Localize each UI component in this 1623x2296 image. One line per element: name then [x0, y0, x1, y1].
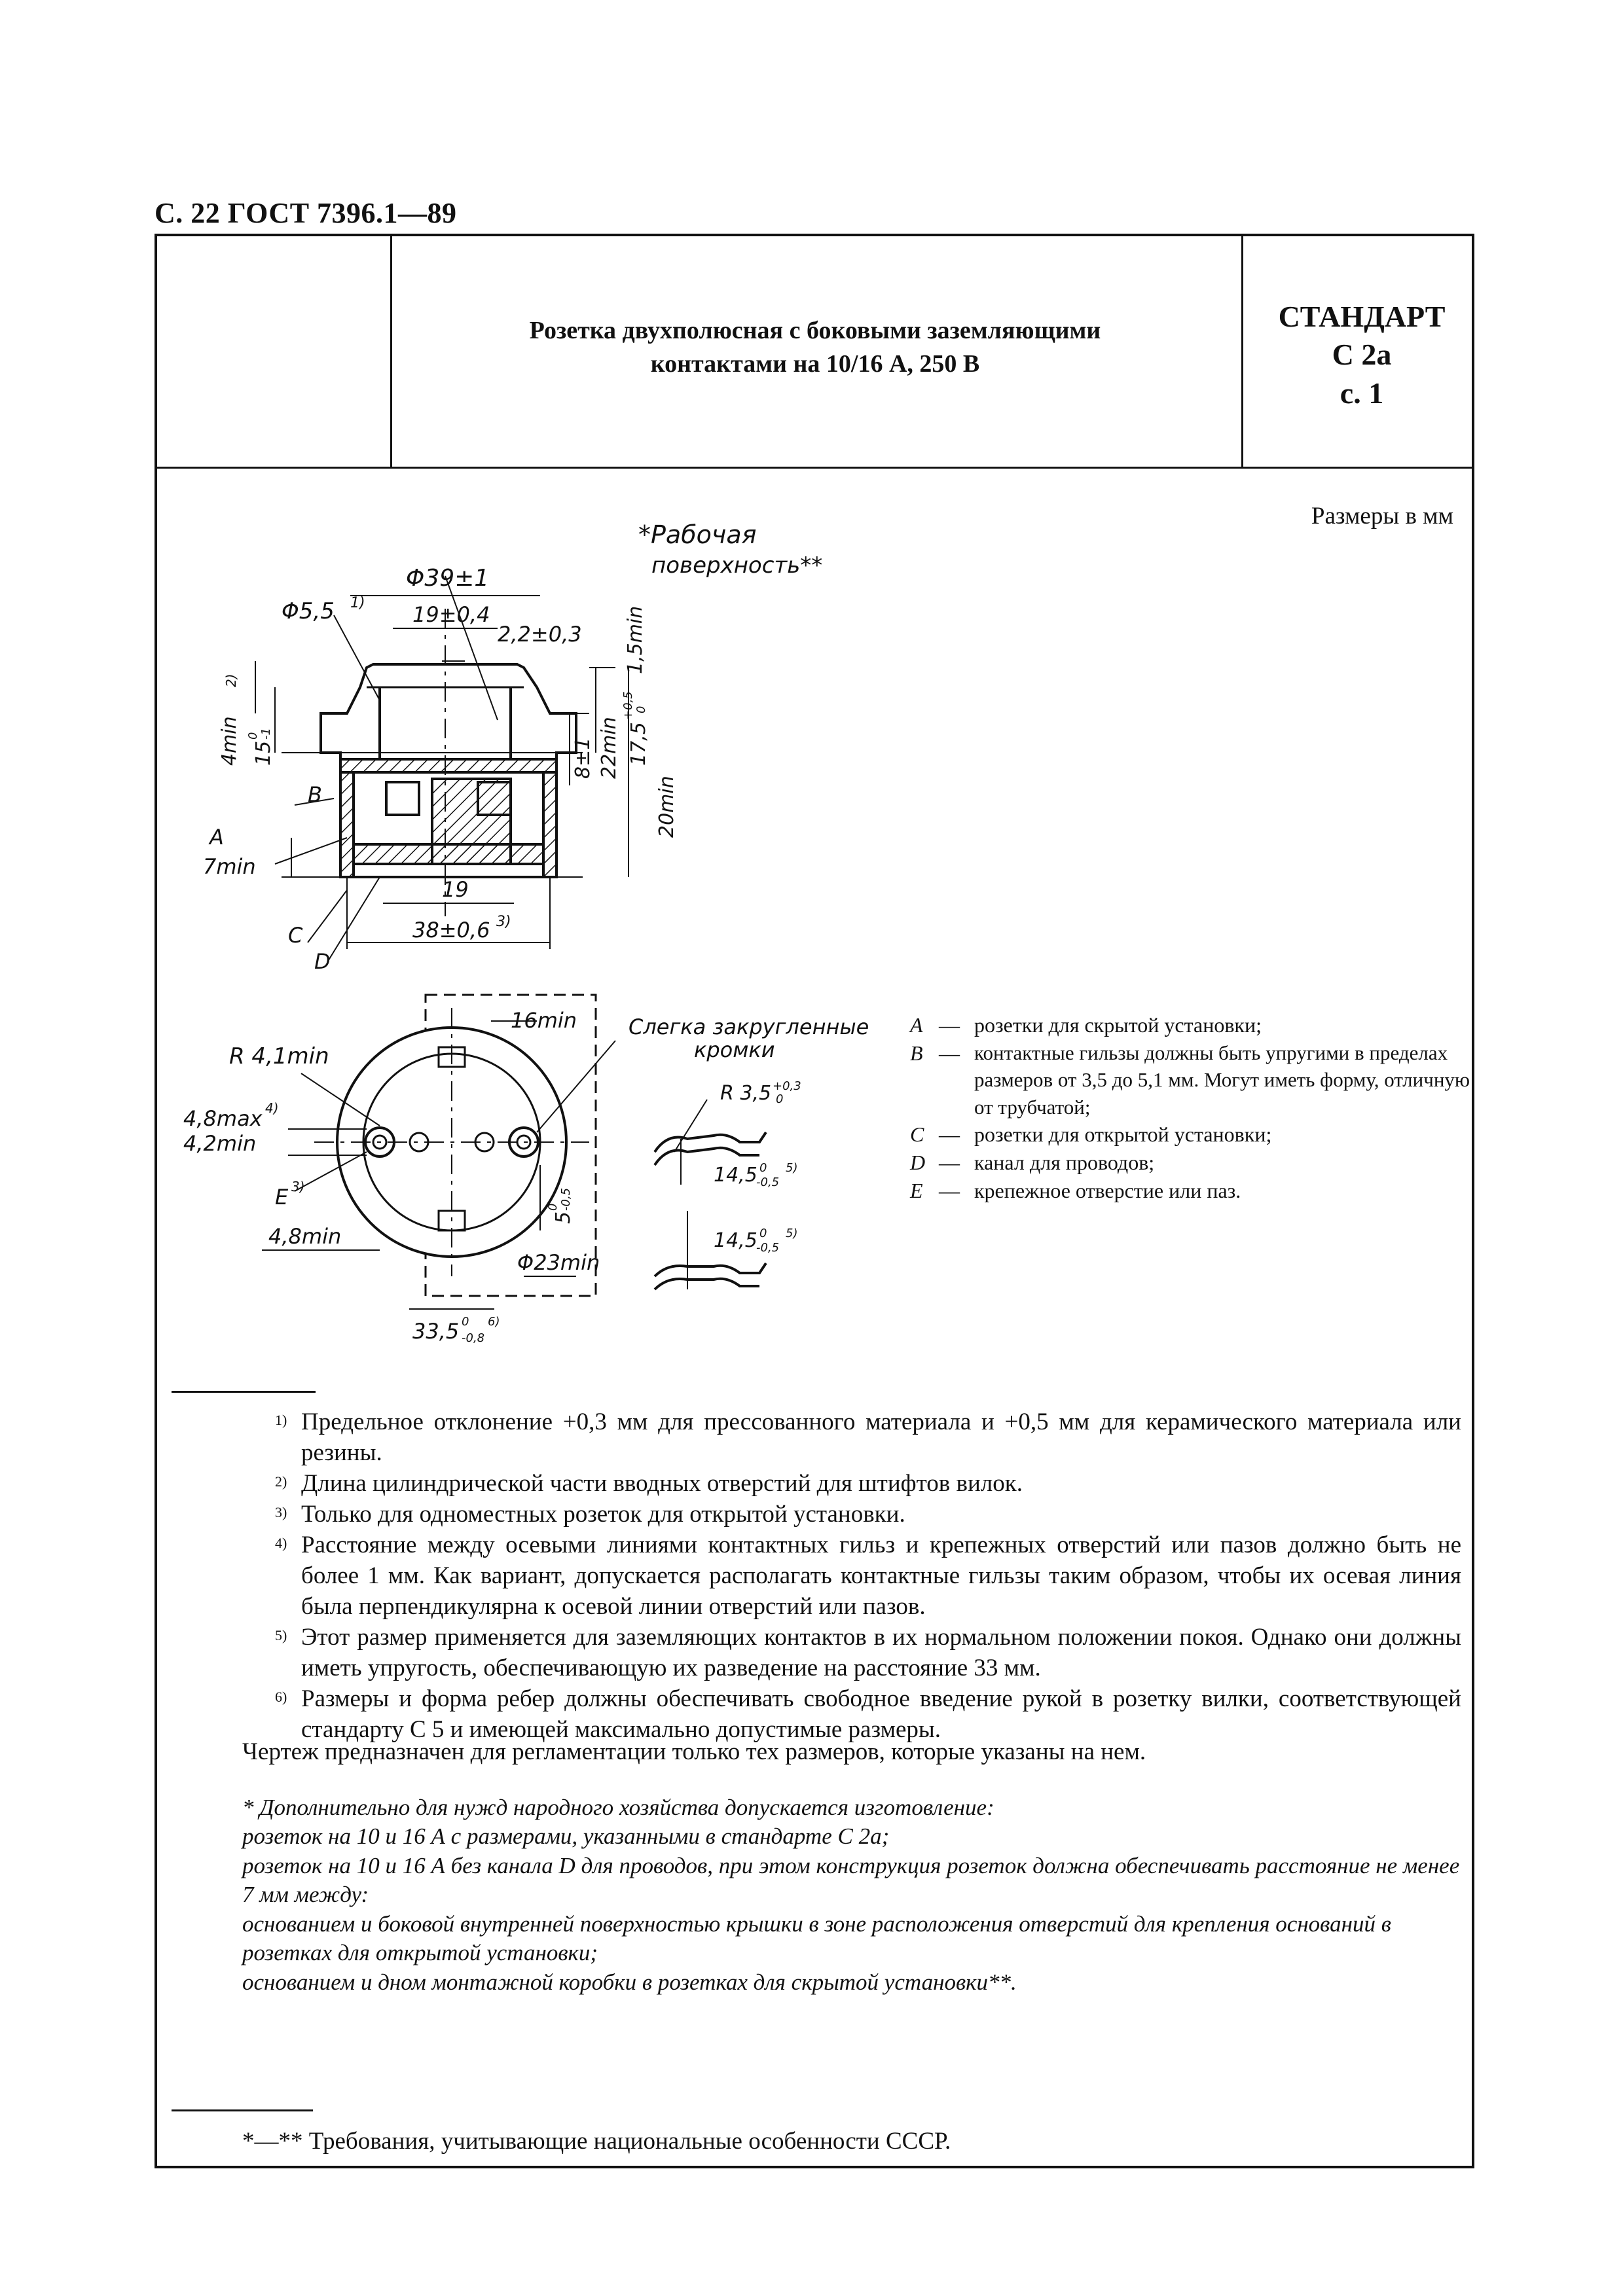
- label-d: D: [314, 949, 331, 974]
- dim-d5: 5: [552, 1211, 575, 1224]
- legend-key: C: [910, 1122, 924, 1147]
- dim-d14-5a: 14,5: [714, 1164, 757, 1187]
- legend-item: D — канал для проводов;: [910, 1149, 1473, 1177]
- legend-item: B — контактные гильзы должны быть упругими в пределах размеров от 3,5 до 5,1 мм. Могут иметь форму, отличную от трубчатой;: [910, 1039, 1473, 1121]
- footer-rule: [172, 2109, 313, 2111]
- legend-key: A: [910, 1013, 923, 1037]
- dim-d14-5a-ref: 5): [786, 1161, 798, 1175]
- dim-4-2min: 4,2min: [183, 1131, 257, 1156]
- footnote-mark: 4): [275, 1534, 287, 1551]
- footnote: [275, 1684, 1461, 1746]
- dim-d19: 19±0,4: [412, 602, 490, 627]
- footnote-text: Этот размер применяется для заземляющих контактов в их нормальном положении покоя. Однако они должны иметь упругость, обеспечивающую их разведение на расстояние 33 мм.: [301, 1623, 1461, 1681]
- footnote: [275, 1530, 1461, 1623]
- dim-d5-tol-dn: -0,5: [559, 1187, 573, 1211]
- dim-d17-5: 17,5: [627, 722, 650, 766]
- dim-4-8max-ref: 4): [265, 1100, 279, 1116]
- dim-d17-5-tol-up: +0,5: [621, 691, 635, 720]
- dim-d14-5b-tol-dn: -0,5: [756, 1241, 780, 1255]
- footnote-mark: 3): [275, 1503, 287, 1520]
- footnote: [275, 1499, 1461, 1530]
- standard-id-box: [1250, 298, 1473, 412]
- dim-1-5min: 1,5min: [624, 605, 647, 674]
- dim-d33-5-tol-dn: -0,8: [462, 1331, 485, 1345]
- dim-r3-5-tol-up: +0,3: [773, 1079, 801, 1093]
- dim-d33-5: 33,5: [412, 1319, 460, 1344]
- dim-20min: 20min: [655, 776, 678, 838]
- standard-sheet: с. 1: [1340, 376, 1384, 410]
- dim-4min: 4min: [218, 716, 241, 766]
- ground-contact-detail: [655, 1132, 766, 1289]
- dim-d38-ref: 3): [496, 914, 511, 930]
- dim-7min: 7min: [203, 854, 256, 879]
- dim-d38: 38±0,6: [412, 918, 490, 942]
- label-e-ref: 3): [291, 1179, 305, 1194]
- dim-d23: Φ23min: [517, 1250, 600, 1275]
- supplement-line: основанием и боковой внутренней поверхностью крышки в зоне расположения отверстий для крепления оснований в розетках для открытой установки;: [242, 1910, 1391, 1966]
- dim-16min: 16min: [511, 1008, 577, 1033]
- legend-text: канал для проводов;: [974, 1151, 1155, 1175]
- dim-d15-tol-up: 0: [246, 732, 260, 740]
- dim-4-8min: 4,8min: [268, 1224, 342, 1249]
- supplement-line: * Дополнительно для нужд народного хозяйства допускается изготовление:: [242, 1795, 994, 1820]
- dim-d2-2: 2,2±0,3: [498, 622, 582, 647]
- dim-d19b: 19: [442, 877, 469, 902]
- dim-d17-5-tol-dn: 0: [634, 706, 648, 713]
- legend-text: розетки для открытой установки;: [974, 1122, 1272, 1147]
- working-surface-label-2: поверхность**: [651, 552, 823, 579]
- dim-d14-5a-tol-dn: -0,5: [756, 1175, 780, 1189]
- legend-item: E — крепежное отверстие или паз.: [910, 1177, 1473, 1205]
- legend-item: A — розетки для скрытой установки;: [910, 1011, 1473, 1039]
- dim-d33-5-tol-up: 0: [462, 1315, 469, 1329]
- footnote-text: Длина цилиндрической части вводных отверстий для штифтов вилок.: [301, 1469, 1023, 1497]
- footnote-text: Предельное отклонение +0,3 мм для прессованного материала и +0,5 мм для керамического материала или резины.: [301, 1408, 1461, 1466]
- page-header: С. 22 ГОСТ 7396.1—89: [155, 197, 457, 229]
- dim-d14-5b-ref: 5): [786, 1227, 798, 1240]
- footnote-mark: 6): [275, 1688, 287, 1705]
- contact-dimension-lines: [674, 1100, 707, 1289]
- header-divider-left: [390, 236, 392, 469]
- dim-4min-ref: 2): [223, 673, 239, 687]
- dim-d15-tol-dn: -1: [259, 728, 273, 740]
- header-bottom-rule: [157, 467, 1472, 469]
- supplement-line: основанием и дном монтажной коробки в розетках для скрытой установки**.: [242, 1969, 1017, 1995]
- standard-label: СТАНДАРТ: [1278, 300, 1446, 333]
- dim-d14-5a-tol-up: 0: [759, 1161, 767, 1175]
- dim-d14-5b: 14,5: [714, 1229, 757, 1252]
- footnote-rule: [172, 1391, 316, 1393]
- supplement-note: [172, 1793, 1460, 1997]
- footer-note: *—** Требования, учитывающие национальные особенности СССР.: [242, 2128, 951, 2155]
- title-line-2: контактами на 10/16 А, 250 В: [650, 350, 980, 378]
- rounded-edges-label-2: кромки: [694, 1037, 775, 1062]
- dim-d33-5-ref: 6): [488, 1315, 500, 1329]
- socket-drawing: [183, 524, 884, 1348]
- footnote-text: Только для одноместных розеток для открытой установки.: [301, 1500, 905, 1528]
- footnote: [275, 1623, 1461, 1684]
- legend-key: E: [910, 1179, 923, 1203]
- footnote-mark: 2): [275, 1473, 287, 1490]
- dim-d39: Φ39±1: [406, 565, 490, 592]
- legend-text: контактные гильзы должны быть упругими в пределах размеров от 3,5 до 5,1 мм. Могут иметь форму, отличную от трубчатой;: [974, 1041, 1470, 1119]
- header-divider-right: [1241, 236, 1243, 469]
- sizes-note: Размеры в мм: [1311, 503, 1453, 529]
- standard-code: С 2а: [1332, 338, 1392, 372]
- dim-d5-5-ref: 1): [350, 595, 365, 611]
- dim-d5-5: Φ5,5: [282, 598, 335, 624]
- title-line-1: Розетка двухполюсная с боковыми заземляющими: [529, 317, 1101, 344]
- dim-d5-tol-up: 0: [546, 1203, 560, 1211]
- supplement-line: розеток на 10 и 16 А без канала D для проводов, при этом конструкция розеток должна обеспечивать расстояние не менее 7 мм между:: [242, 1852, 1460, 1908]
- footnotes: [275, 1407, 1461, 1746]
- label-e: E: [275, 1185, 289, 1210]
- legend-text: розетки для скрытой установки;: [974, 1013, 1262, 1037]
- label-b: B: [308, 782, 322, 807]
- legend-text: крепежное отверстие или паз.: [974, 1179, 1241, 1203]
- footnote-text: Размеры и форма ребер должны обеспечивать свободное введение рукой в розетку вилки, соответствующей стандарту С 5 и имеющей максимально допустимые размеры.: [301, 1685, 1461, 1743]
- footnote-text: Расстояние между осевыми линиями контактных гильз и крепежных отверстий или пазов должно быть не более 1 мм. Как вариант, допускается располагать контактные гильзы таким образом, чтобы их осевая линия была перпендикулярна к осевой линии отверстий или пазов.: [301, 1531, 1461, 1620]
- dim-d8: 8±1: [572, 737, 594, 779]
- dim-d14-5b-tol-up: 0: [759, 1227, 767, 1240]
- dim-r3-5-tol-dn: 0: [776, 1092, 784, 1106]
- footnote-mark: 5): [275, 1626, 287, 1643]
- supplement-line: розеток на 10 и 16 А с размерами, указанными в стандарте С 2а;: [242, 1823, 890, 1850]
- dim-d15: 15: [252, 740, 275, 766]
- label-c: C: [288, 923, 303, 948]
- working-surface-label-1: *Рабочая: [638, 524, 757, 549]
- legend-item: C — розетки для открытой установки;: [910, 1121, 1473, 1149]
- dim-22min: 22min: [598, 717, 621, 779]
- label-a: A: [210, 825, 224, 850]
- rounded-edges-label-1: Слегка закругленные: [629, 1014, 869, 1039]
- footnote-mark: 1): [275, 1412, 287, 1428]
- drawing-note: Чертеж предназначен для регламентации только тех размеров, которые указаны на нем.: [242, 1738, 1146, 1765]
- legend-key: D: [910, 1151, 926, 1175]
- drawing-legend: [910, 1011, 1473, 1205]
- dim-4-8max: 4,8max: [183, 1106, 263, 1131]
- footnote: [275, 1469, 1461, 1499]
- dim-r4-1: R 4,1min: [229, 1043, 329, 1069]
- section-view: [282, 609, 583, 916]
- dim-r3-5: R 3,5: [720, 1082, 772, 1105]
- legend-key: B: [910, 1041, 923, 1065]
- document-title: [393, 314, 1237, 382]
- footnote: [275, 1407, 1461, 1469]
